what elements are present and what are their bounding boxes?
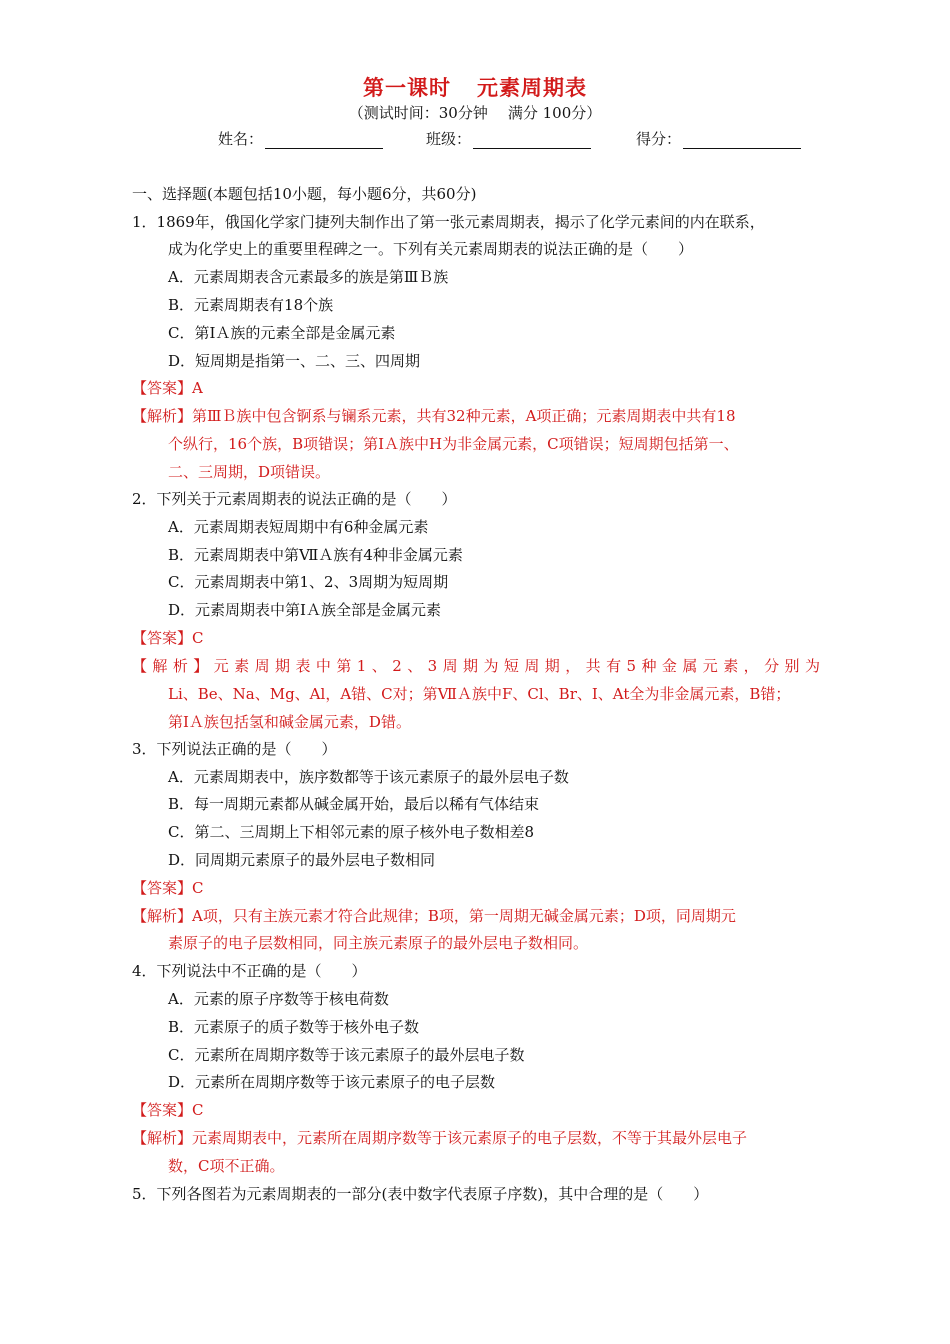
question-1-option-c: C．第ⅠＡ族的元素全部是金属元素 bbox=[168, 324, 396, 342]
question-2-option-a: A．元素周期表短周期中有6种金属元素 bbox=[168, 518, 429, 536]
answer-value: A bbox=[192, 379, 203, 397]
question-3-analysis-line-2: 素原子的电子层数相同，同主族元素原子的最外层电子数相同。 bbox=[168, 934, 589, 952]
question-3-option-c: C．第二、三周期上下相邻元素的原子核外电子数相差8 bbox=[168, 823, 535, 841]
question-1-option-a: A．元素周期表含元素最多的族是第ⅢＢ族 bbox=[168, 268, 449, 286]
question-4-option-d: D．元素所在周期序数等于该元素原子的电子层数 bbox=[168, 1073, 496, 1091]
analysis-text: 元素周期表中第1、2、3周期为短周期，共有5种金属元素，分别为 bbox=[213, 657, 820, 675]
question-4-analysis-line-1 bbox=[132, 1128, 747, 1148]
question-3-option-b: B．每一周期元素都从碱金属开始，最后以稀有气体结束 bbox=[168, 795, 540, 813]
score-field bbox=[636, 128, 801, 149]
question-3-option-a: A．元素周期表中，族序数都等于该元素原子的最外层电子数 bbox=[168, 768, 569, 786]
question-4-option-b: B．元素原子的质子数等于核外电子数 bbox=[168, 1018, 420, 1036]
question-1-analysis-line-1 bbox=[132, 406, 736, 426]
answer-label: 【答案】 bbox=[132, 879, 193, 897]
question-1-line-2: 成为化学史上的重要里程碑之一。下列有关元素周期表的说法正确的是（ ） bbox=[168, 240, 694, 258]
analysis-label: 【解析】 bbox=[132, 657, 214, 675]
answer-value: C bbox=[192, 629, 204, 647]
question-3-line-1: 3．下列说法正确的是（ ） bbox=[132, 740, 337, 758]
question-2-option-d: D．元素周期表中第ⅠＡ族全部是金属元素 bbox=[168, 601, 441, 619]
question-4-line-1: 4．下列说法中不正确的是（ ） bbox=[132, 962, 367, 980]
question-4-option-a: A．元素的原子序数等于核电荷数 bbox=[168, 990, 389, 1008]
question-2-answer bbox=[132, 628, 204, 648]
question-2-analysis-line-2: Li、Be、Na、Mg、Al，A错、C对；第ⅦＡ族中F、Cl、Br、I、At全为非金属元素，B错； bbox=[168, 685, 791, 703]
question-2-analysis-line-1 bbox=[132, 656, 820, 676]
score-blank bbox=[683, 132, 801, 149]
question-1-option-d: D．短周期是指第一、二、三、四周期 bbox=[168, 352, 421, 370]
question-3-option-d: D．同周期元素原子的最外层电子数相同 bbox=[168, 851, 436, 869]
question-5-line-1: 5．下列各图若为元素周期表的一部分(表中数字代表原子序数)，其中合理的是（ ） bbox=[132, 1185, 709, 1203]
question-1-option-b: B．元素周期表有18个族 bbox=[168, 296, 334, 314]
page-title bbox=[0, 72, 950, 102]
analysis-label: 【解析】 bbox=[132, 907, 193, 925]
class-label: 班级： bbox=[426, 130, 472, 148]
question-4-option-c: C．元素所在周期序数等于该元素原子的最外层电子数 bbox=[168, 1046, 525, 1064]
title-lesson: 第一课时 bbox=[363, 75, 451, 100]
name-field bbox=[218, 128, 383, 149]
analysis-label: 【解析】 bbox=[132, 407, 193, 425]
question-1-analysis-line-2: 个纵行，16个族，B项错误；第ⅠＡ族中H为非金属元素，C项错误；短周期包括第一、 bbox=[168, 435, 739, 453]
class-blank bbox=[473, 132, 591, 149]
test-meta bbox=[0, 102, 950, 123]
question-2-option-b: B．元素周期表中第ⅦＡ族有4种非金属元素 bbox=[168, 546, 463, 564]
answer-value: C bbox=[192, 879, 204, 897]
analysis-text: 元素周期表中，元素所在周期序数等于该元素原子的电子层数，不等于其最外层电子 bbox=[192, 1129, 748, 1147]
answer-value: C bbox=[192, 1101, 204, 1119]
question-2-option-c: C．元素周期表中第1、2、3周期为短周期 bbox=[168, 573, 449, 591]
question-3-analysis-line-1 bbox=[132, 906, 736, 926]
name-blank bbox=[265, 132, 383, 149]
question-2-line-1: 2．下列关于元素周期表的说法正确的是（ ） bbox=[132, 490, 457, 508]
name-label: 姓名： bbox=[218, 130, 264, 148]
full-score: 满分 100分） bbox=[507, 104, 602, 122]
question-1-analysis-line-3: 二、三周期，D项错误。 bbox=[168, 463, 331, 481]
score-label: 得分： bbox=[636, 130, 682, 148]
student-info-row bbox=[218, 128, 838, 150]
analysis-text: 第ⅢＢ族中包含锕系与镧系元素，共有32种元素，A项正确；元素周期表中共有18 bbox=[192, 407, 736, 425]
question-3-answer bbox=[132, 878, 204, 898]
question-2-analysis-line-3: 第ⅠＡ族包括氢和碱金属元素，D错。 bbox=[168, 713, 411, 731]
analysis-text: A项，只有主族元素才符合此规律；B项，第一周期无碱金属元素；D项，同周期元 bbox=[192, 907, 736, 925]
question-1-line-1: 1．1869年，俄国化学家门捷列夫制作出了第一张元素周期表，揭示了化学元素间的内在联系， bbox=[132, 213, 765, 231]
title-topic: 元素周期表 bbox=[477, 75, 587, 100]
test-time: （测试时间：30分钟 bbox=[348, 104, 488, 122]
section-heading: 一、选择题(本题包括10小题，每小题6分，共60分) bbox=[132, 185, 477, 203]
question-1-answer bbox=[132, 378, 203, 398]
answer-label: 【答案】 bbox=[132, 629, 193, 647]
question-4-answer bbox=[132, 1100, 204, 1120]
question-4-analysis-line-2: 数，C项不正确。 bbox=[168, 1157, 285, 1175]
answer-label: 【答案】 bbox=[132, 379, 193, 397]
class-field bbox=[426, 128, 591, 149]
answer-label: 【答案】 bbox=[132, 1101, 193, 1119]
analysis-label: 【解析】 bbox=[132, 1129, 193, 1147]
